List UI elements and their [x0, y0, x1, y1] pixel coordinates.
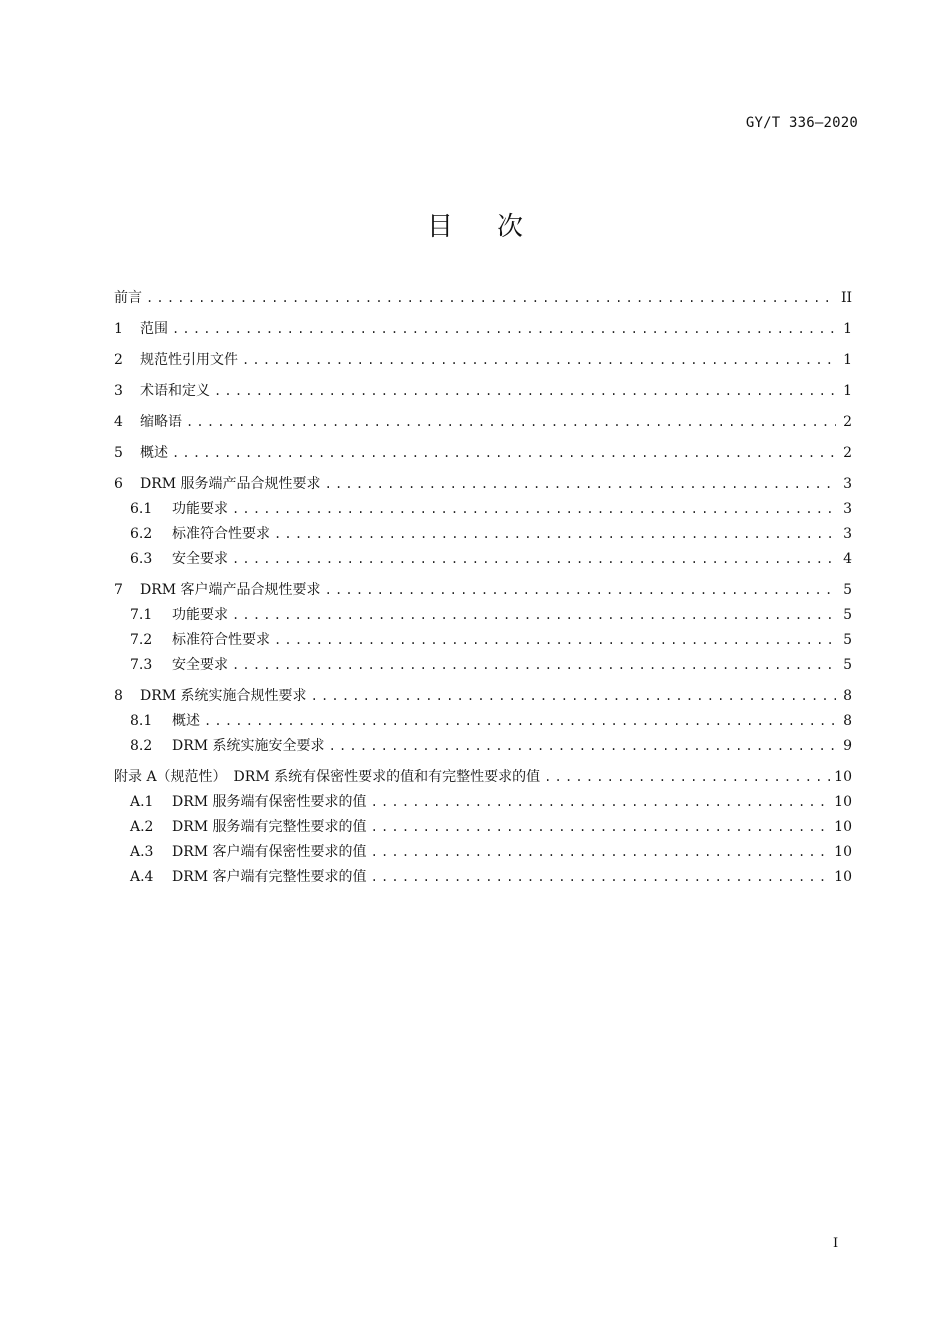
- toc-entry-page: 10: [834, 869, 852, 885]
- toc-entry-number: 6.2: [130, 526, 153, 542]
- document-code: GY/T 336—2020: [745, 115, 858, 131]
- dot-leader: [325, 578, 836, 603]
- toc-entry-page: 5: [843, 632, 852, 648]
- toc-entry-page: 8: [843, 713, 852, 729]
- toc-entry-page: 1: [843, 321, 852, 337]
- toc-entry-number: 6.3: [130, 551, 153, 567]
- toc-entry-page: 2: [843, 414, 852, 430]
- toc-entry-page: 5: [843, 582, 852, 598]
- toc-entry-label: 附录 A（规范性） DRM 系统有保密性要求的值和有完整性要求的值: [114, 769, 541, 785]
- toc-entry-label: 范围: [140, 321, 168, 337]
- dot-leader: [146, 286, 836, 311]
- toc-entry-page: 10: [834, 769, 852, 785]
- toc-entry-label: DRM 服务端有完整性要求的值: [172, 819, 367, 835]
- toc-entry-label: DRM 服务端有保密性要求的值: [172, 794, 367, 810]
- toc-entry-label: 安全要求: [172, 657, 228, 673]
- dot-leader: [186, 410, 836, 435]
- toc-entry-number: 3: [114, 383, 123, 399]
- toc-entry-number: 8.2: [130, 738, 153, 754]
- toc-entry-label: 缩略语: [140, 414, 182, 430]
- dot-leader: [371, 865, 831, 890]
- toc-entry-page: 10: [834, 844, 852, 860]
- toc-entry[interactable]: [114, 603, 852, 628]
- toc-entry-label: 功能要求: [172, 607, 228, 623]
- page-number: I: [833, 1236, 839, 1251]
- toc-entry-number: 8.1: [130, 713, 153, 729]
- toc-entry-page: 3: [843, 476, 852, 492]
- dot-leader: [371, 790, 831, 815]
- toc-entry[interactable]: [114, 578, 852, 603]
- toc-entry[interactable]: [114, 790, 852, 815]
- toc-entry-page: 1: [843, 352, 852, 368]
- toc-entry-page: 5: [843, 607, 852, 623]
- toc-entry-page: 2: [843, 445, 852, 461]
- toc-entry-number: 2: [114, 352, 123, 368]
- dot-leader: [311, 684, 836, 709]
- dot-leader: [329, 734, 836, 759]
- dot-leader: [242, 348, 836, 373]
- dot-leader: [544, 765, 830, 790]
- toc-entry[interactable]: [114, 522, 852, 547]
- table-of-contents: [114, 286, 852, 890]
- toc-entry-label: 标准符合性要求: [172, 632, 270, 648]
- toc-entry-number: A.2: [130, 819, 154, 835]
- dot-leader: [172, 317, 836, 342]
- toc-entry-number: 1: [114, 321, 123, 337]
- toc-entry[interactable]: [114, 815, 852, 840]
- toc-entry[interactable]: [114, 840, 852, 865]
- toc-entry-label: DRM 客户端产品合规性要求: [140, 582, 321, 598]
- dot-leader: [172, 441, 836, 466]
- toc-entry[interactable]: [114, 286, 852, 311]
- toc-entry-page: 3: [843, 526, 852, 542]
- toc-entry-page: 1: [843, 383, 852, 399]
- toc-entry-number: 7.3: [130, 657, 153, 673]
- toc-entry-label: 功能要求: [172, 501, 228, 517]
- toc-entry-number: 4: [114, 414, 123, 430]
- toc-entry[interactable]: [114, 684, 852, 709]
- toc-entry-number: 8: [114, 688, 123, 704]
- toc-entry-number: 7.1: [130, 607, 153, 623]
- dot-leader: [371, 815, 831, 840]
- toc-entry-label: 前言: [114, 290, 142, 306]
- toc-entry-label: 规范性引用文件: [140, 352, 238, 368]
- toc-entry[interactable]: [114, 709, 852, 734]
- toc-entry[interactable]: [114, 441, 852, 466]
- toc-entry[interactable]: [114, 547, 852, 572]
- toc-entry-label: DRM 客户端有完整性要求的值: [172, 869, 367, 885]
- toc-entry-page: 8: [843, 688, 852, 704]
- toc-entry-number: A.1: [130, 794, 154, 810]
- toc-entry-label: DRM 服务端产品合规性要求: [140, 476, 321, 492]
- dot-leader: [214, 379, 836, 404]
- dot-leader: [232, 653, 836, 678]
- toc-title: 目次: [426, 212, 567, 242]
- toc-entry-number: 5: [114, 445, 123, 461]
- toc-entry-page: 10: [834, 794, 852, 810]
- toc-entry-label: 安全要求: [172, 551, 228, 567]
- toc-entry[interactable]: [114, 734, 852, 759]
- dot-leader: [232, 547, 836, 572]
- toc-entry[interactable]: [114, 497, 852, 522]
- toc-entry[interactable]: [114, 628, 852, 653]
- toc-entry-number: A.3: [130, 844, 154, 860]
- dot-leader: [232, 497, 836, 522]
- toc-entry[interactable]: [114, 348, 852, 373]
- toc-entry-page: 10: [834, 819, 852, 835]
- toc-entry[interactable]: [114, 472, 852, 497]
- toc-entry-page: II: [840, 290, 852, 306]
- toc-entry-number: 6.1: [130, 501, 153, 517]
- toc-entry[interactable]: [114, 317, 852, 342]
- toc-entry-page: 9: [843, 738, 852, 754]
- dot-leader: [274, 522, 836, 547]
- dot-leader: [371, 840, 831, 865]
- dot-leader: [325, 472, 836, 497]
- toc-entry-label: 标准符合性要求: [172, 526, 270, 542]
- toc-entry-label: 术语和定义: [140, 383, 210, 399]
- dot-leader: [232, 603, 836, 628]
- toc-entry-label: DRM 系统实施安全要求: [172, 738, 325, 754]
- dot-leader: [274, 628, 836, 653]
- toc-entry-label: 概述: [172, 713, 200, 729]
- toc-entry-page: 5: [843, 657, 852, 673]
- toc-entry-label: DRM 系统实施合规性要求: [140, 688, 307, 704]
- toc-entry-label: 概述: [140, 445, 168, 461]
- toc-entry[interactable]: [114, 765, 852, 790]
- toc-entry[interactable]: [114, 865, 852, 890]
- toc-entry-number: A.4: [130, 869, 154, 885]
- toc-entry[interactable]: [114, 653, 852, 678]
- toc-entry-number: 6: [114, 476, 123, 492]
- dot-leader: [204, 709, 836, 734]
- toc-entry-number: 7: [114, 582, 123, 598]
- toc-entry-label: DRM 客户端有保密性要求的值: [172, 844, 367, 860]
- toc-entry-page: 4: [843, 551, 852, 567]
- toc-entry-number: 7.2: [130, 632, 153, 648]
- toc-entry-page: 3: [843, 501, 852, 517]
- toc-entry[interactable]: [114, 410, 852, 435]
- toc-entry[interactable]: [114, 379, 852, 404]
